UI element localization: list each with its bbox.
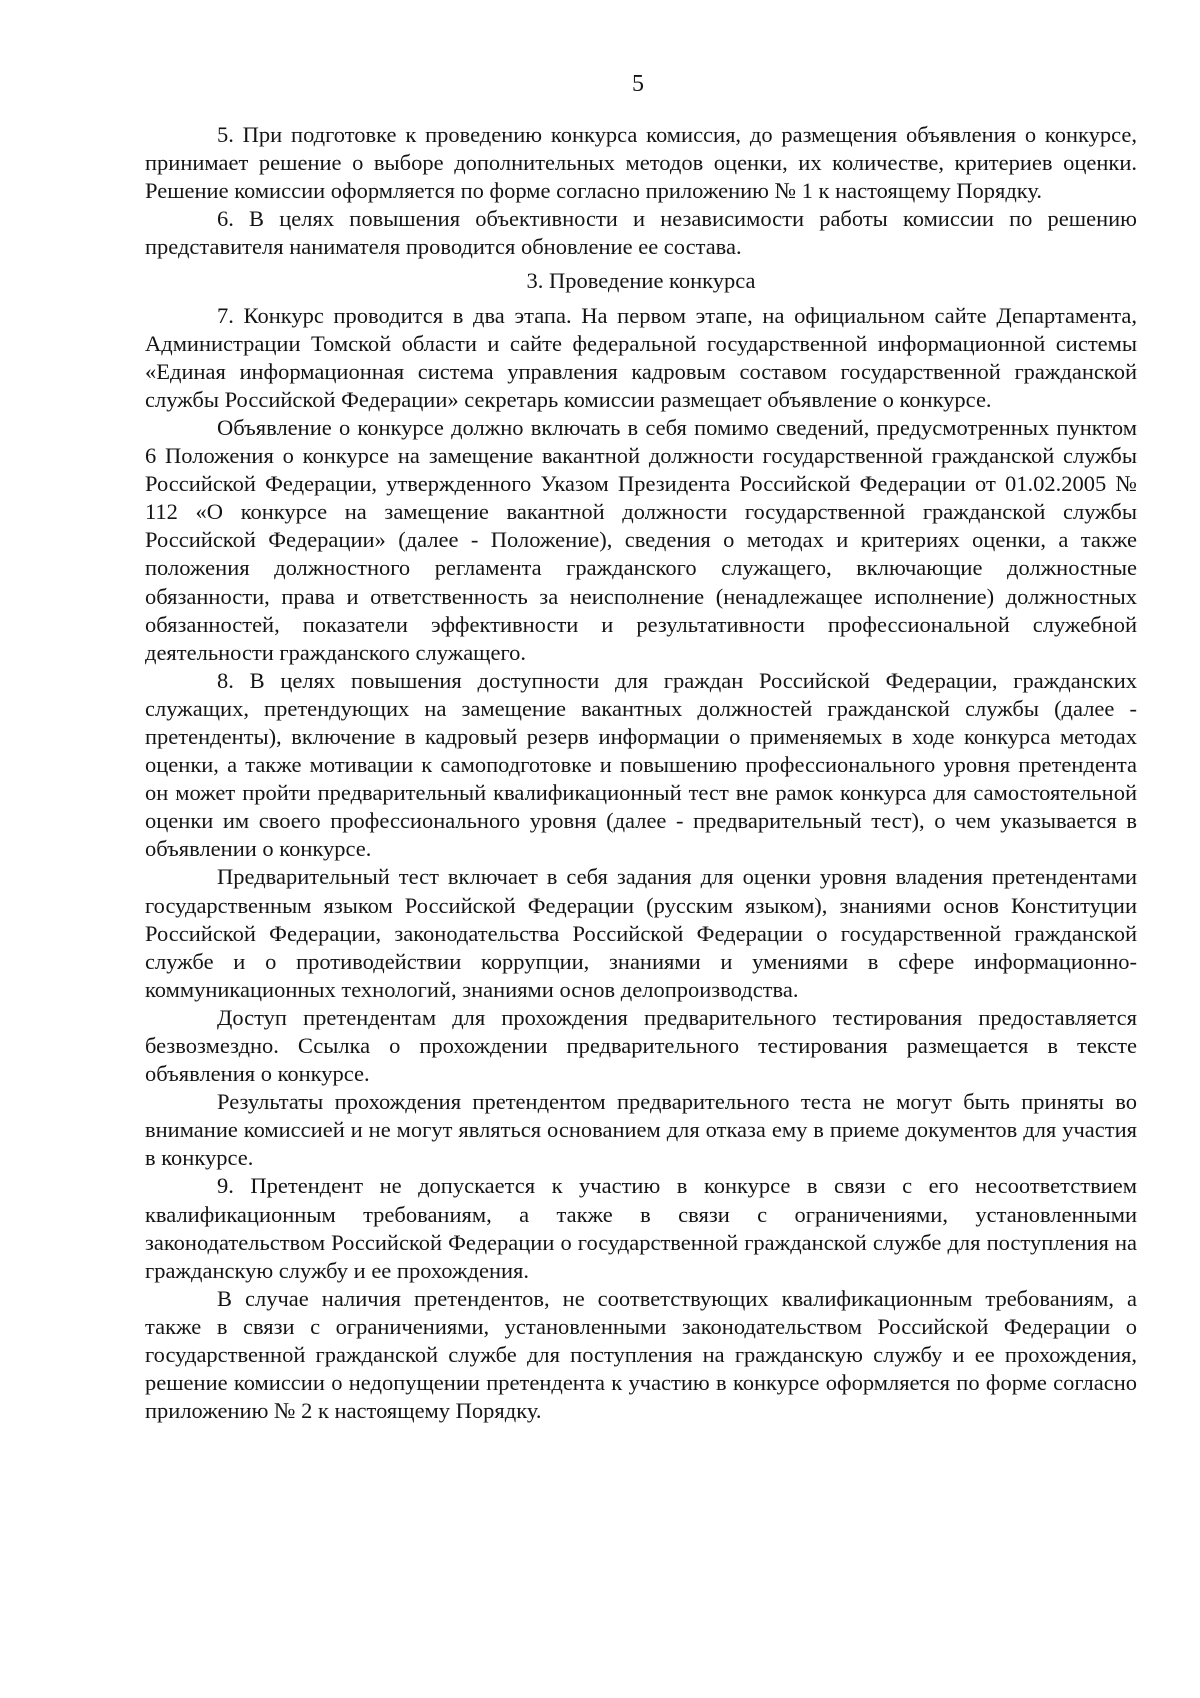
- paragraph-preliminary-test: Предварительный тест включает в себя задания для оценки уровня владения претендентами государственным языком Российской Федерации (русским языком), знаниями основ Конституции Российской Федерации, законодательства Российской Федерации о государственной гражданской службе и о противодействии коррупции, знаниями и умениями в сфере информационно-коммуникационных технологий, знаниями основ делопроизводства.: [145, 864, 1137, 1002]
- paragraph-7: 7. Конкурс проводится в два этапа. На первом этапе, на официальном сайте Департамента, Администрации Томской области и сайте федеральной государственной информационной системы «Единая информационная система управления кадровым составом государственной гражданской службы Российской Федерации» секретарь комиссии размещает объявление о конкурсе.: [145, 302, 1137, 412]
- paragraph-8: 8. В целях повышения доступности для граждан Российской Федерации, гражданских служащих, претендующих на замещение вакантных должностей гражданской службы (далее - претенденты), включение в кадровый резерв информации о применяемых в ходе конкурса методах оценки, а также мотивации к самоподготовке и повышению профессионального уровня претендента он может пройти предварительный квалификационный тест вне рамок конкурса для самостоятельной оценки им своего профессионального уровня (далее - предварительный тест), о чем указывается в объявлении о конкурсе.: [145, 667, 1137, 862]
- paragraph-announcement-contents: Объявление о конкурсе должно включать в себя помимо сведений, предусмотренных пунктом 6 Положения о конкурсе на замещение вакантной должности государственной гражданской службы Российской Федерации, утвержденного Указом Президента Российской Федерации от 01.02.2005 № 112 «О конкурсе на замещение вакантной должности государственной гражданской службы Российской Федерации» (далее - Положение), сведения о методах и критериях оценки, а также положения должностного регламента гражданского служащего, включающие должностные обязанности, права и ответственность за неисполнение (ненадлежащее исполнение) должностных обязанностей, показатели эффективности и результативности профессиональной служебной деятельности гражданского служащего.: [145, 414, 1137, 665]
- paragraph-5: 5. При подготовке к проведению конкурса комиссия, до размещения объявления о конкурсе, принимает решение о выборе дополнительных методов оценки, их количестве, критериев оценки. Решение комиссии оформляется по форме согласно приложению № 1 к настоящему Порядку.: [145, 122, 1137, 204]
- paragraph-6: 6. В целях повышения объективности и независимости работы комиссии по решению представителя нанимателя проводится обновление ее состава.: [145, 206, 1137, 260]
- paragraph-access: Доступ претендентам для прохождения предварительного тестирования предоставляется безвозмездно. Ссылка о прохождении предварительного тестирования размещается в тексте объявления о конкурсе.: [145, 1004, 1137, 1087]
- page-number: 5: [632, 71, 644, 97]
- section-heading: 3. Проведение конкурса: [526, 268, 756, 294]
- document-body: [145, 121, 1137, 1425]
- paragraph-non-admission: В случае наличия претендентов, не соответствующих квалификационным требованиям, а также в связи с ограничениями, установленными законодательством Российской Федерации о государственной гражданской службе для поступления на гражданскую службу и ее прохождения, решение комиссии о недопущении претендента к участию в конкурсе оформляется по форме согласно приложению № 2 к настоящему Порядку.: [145, 1285, 1137, 1424]
- paragraph-9: 9. Претендент не допускается к участию в конкурсе в связи с его несоответствием квалификационным требованиям, а также в связи с ограничениями, установленными законодательством Российской Федерации о государственной гражданской службе для поступления на гражданскую службу и ее прохождения.: [145, 1173, 1137, 1283]
- paragraph-results: Результаты прохождения претендентом предварительного теста не могут быть приняты во внимание комиссией и не могут являться основанием для отказа ему в приеме документов для участия в конкурсе.: [145, 1089, 1137, 1171]
